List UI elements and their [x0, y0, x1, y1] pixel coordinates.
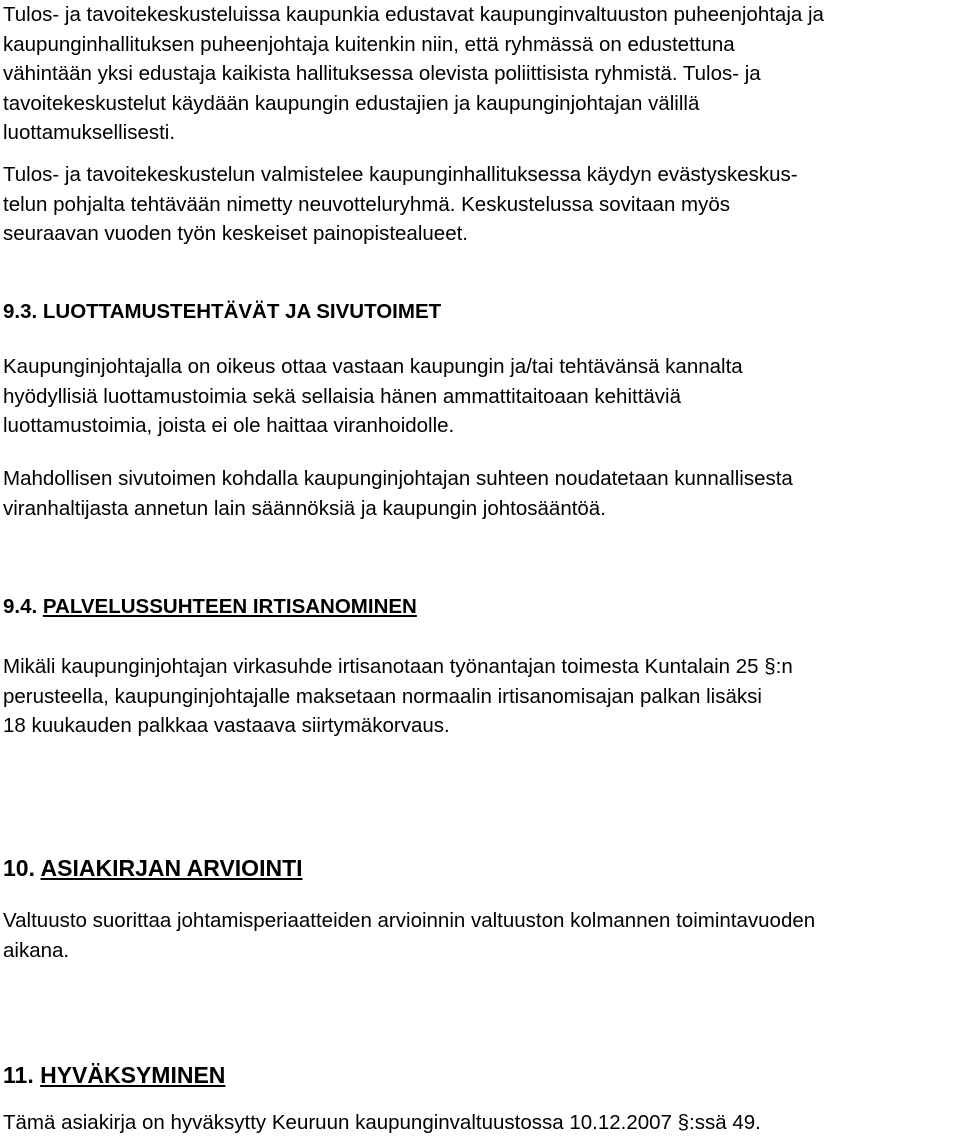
section-heading-9-3: [3, 297, 441, 327]
paragraph-positions-of-trust: Kaupunginjohtajalla on oikeus ottaa vastaan kaupungin ja/tai tehtävänsä kannalta hyödyllisiä luottamustoimia sekä sellaisia hänen ammattitaitoaan kehittäviä luottamustoimia, joista ei ole haittaa viranhoidolle.: [3, 355, 743, 438]
paragraph-discussion-preparation: Tulos- ja tavoitekeskustelun valmistelee kaupunginhallituksessa käydyn evästyskeskus- telun pohjalta tehtävään nimetty neuvotteluryhmä. Keskustelussa sovitaan myös seuraavan vuoden työn keskeiset painopistealueet.: [3, 163, 798, 246]
section-number: 9.4.: [3, 595, 38, 618]
section-title: HYVÄKSYMINEN: [40, 1062, 226, 1088]
section-heading-11: [3, 1059, 225, 1091]
section-heading-9-4: [3, 592, 417, 622]
section-number: 10.: [3, 855, 35, 881]
paragraph-performance-discussions: Tulos- ja tavoitekeskusteluissa kaupunkia edustavat kaupunginvaltuuston puheenjohtaja ja kaupunginhallituksen puheenjohtaja kuitenkin niin, että ryhmässä on edustettuna vähintään yksi edustaja kaikista hallituksessa olevista poliittisista ryhmistä. Tulos- ja tavoitekeskustelut käydään kaupungin edustajien ja kaupunginjohtajan välillä luottamuksellisesti.: [3, 3, 824, 145]
paragraph-evaluation: Valtuusto suorittaa johtamisperiaatteiden arvioinnin valtuuston kolmannen toimintavuoden aikana.: [3, 909, 816, 962]
section-title: ASIAKIRJAN ARVIOINTI: [40, 855, 303, 881]
section-heading-10: [3, 852, 303, 884]
paragraph-termination: Mikäli kaupunginjohtajan virkasuhde irtisanotaan työnantajan toimesta Kuntalain 25 §:n perusteella, kaupunginjohtajalle maksetaan normaalin irtisanomisajan palkan lisäksi 18 kuukauden palkkaa vastaava siirtymäkorvaus.: [3, 655, 793, 738]
section-title: LUOTTAMUSTEHTÄVÄT JA SIVUTOIMET: [42, 300, 442, 323]
paragraph-approval: Tämä asiakirja on hyväksytty Keuruun kaupunginvaltuustossa 10.12.2007 §:ssä 49.: [3, 1111, 761, 1134]
section-number: 9.3.: [3, 300, 38, 323]
section-title: PALVELUSSUHTEEN IRTISANOMINEN: [42, 595, 417, 618]
section-number: 11.: [3, 1062, 34, 1088]
paragraph-secondary-occupation: Mahdollisen sivutoimen kohdalla kaupunginjohtajan suhteen noudatetaan kunnallisesta viranhaltijasta annetun lain säännöksiä ja kaupungin johtosääntöä.: [3, 467, 793, 520]
